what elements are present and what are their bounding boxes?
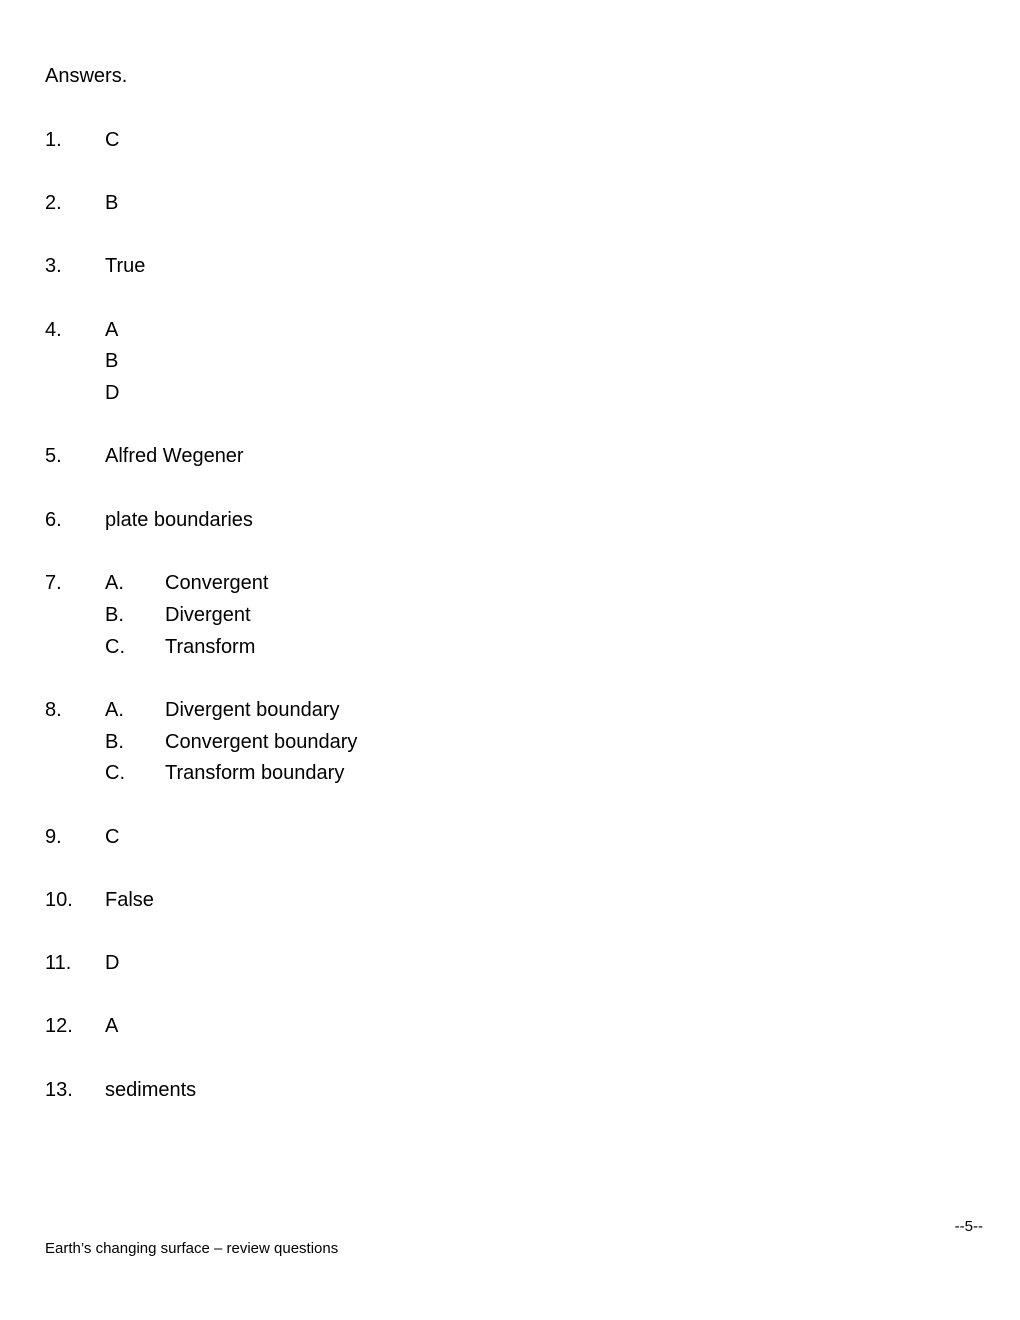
answer-number: 1. <box>45 129 62 151</box>
sub-text: Transform <box>165 636 256 658</box>
answer-number: 3. <box>45 255 62 277</box>
answer-number: 4. <box>45 319 62 341</box>
answer-text: B <box>105 192 119 214</box>
answer-number: 9. <box>45 826 62 848</box>
answer-number: 6. <box>45 509 62 531</box>
answer-number: 12. <box>45 1015 73 1037</box>
answer-number: 10. <box>45 889 73 911</box>
answer-text: sediments <box>105 1079 197 1101</box>
answer-number: 5. <box>45 445 62 467</box>
page-heading: Answers. <box>45 65 128 87</box>
sub-letter: C. <box>105 762 125 784</box>
answer-text: False <box>105 889 154 911</box>
answer-number: 13. <box>45 1079 73 1101</box>
page-number: --5-- <box>954 1218 983 1235</box>
answer-text: A <box>105 319 119 341</box>
sub-text: Transform boundary <box>165 762 345 784</box>
sub-letter: B. <box>105 604 124 626</box>
page-footer: Earth’s changing surface – review questions <box>45 1240 339 1257</box>
answer-number: 8. <box>45 699 62 721</box>
sub-text: Convergent boundary <box>165 731 358 753</box>
sub-letter: B. <box>105 731 124 753</box>
answer-text: True <box>105 255 146 277</box>
answer-text: C <box>105 826 120 848</box>
sub-text: Divergent <box>165 604 251 626</box>
answer-text: D <box>105 382 120 404</box>
sub-text: Divergent boundary <box>165 699 340 721</box>
answer-text: Alfred Wegener <box>105 445 244 467</box>
sub-letter: A. <box>105 572 124 594</box>
sub-text: Convergent <box>165 572 269 594</box>
answer-text: C <box>105 129 120 151</box>
answer-number: 2. <box>45 192 62 214</box>
sub-letter: C. <box>105 636 125 658</box>
sub-letter: A. <box>105 699 124 721</box>
answer-number: 11. <box>45 952 72 974</box>
answer-number: 7. <box>45 572 62 594</box>
answer-text: B <box>105 350 119 372</box>
answer-text: D <box>105 952 120 974</box>
answer-text: plate boundaries <box>105 509 253 531</box>
answer-text: A <box>105 1015 119 1037</box>
